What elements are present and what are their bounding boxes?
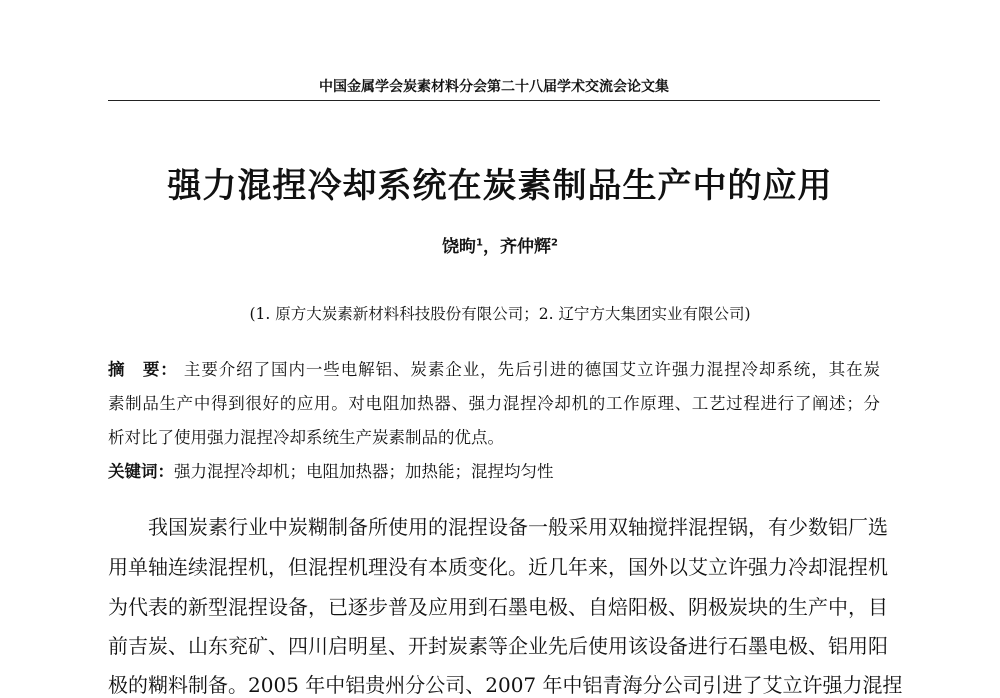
abstract-line: 素制品生产中得到很好的应用。对电阻加热器、强力混捏冷却机的工作原理、工艺过程进行了阐述；分 <box>108 394 880 413</box>
body-line: 我国炭素行业中炭糊制备所使用的混捏设备一般采用双轴搅拌混捏锅，有少数铝厂选 <box>148 515 888 539</box>
author-affil-mark: 2 <box>551 237 558 249</box>
body-line: 极的糊料制备。2005 年中铝贵州分公司、2007 年中铝青海分公司引进了艾立许强力混捏 <box>108 673 903 697</box>
body-line: 前吉炭、山东兖矿、四川启明星、开封炭素等企业先后使用该设备进行石墨电极、铝用阳 <box>108 634 888 658</box>
author-separator: ， <box>483 237 500 257</box>
author-name: 齐仲辉 <box>500 237 551 257</box>
running-header: 中国金属学会炭素材料分会第二十八届学术交流会论文集 <box>319 79 669 95</box>
keywords-label: 关键词： <box>108 462 174 481</box>
author-affil-mark: 1 <box>476 237 483 249</box>
keywords-line <box>108 458 880 482</box>
body-line: 用单轴连续混捏机，但混捏机理没有本质变化。近几年来，国外以艾立许强力冷却混捏机 <box>108 555 888 579</box>
abstract-text: 主要介绍了国内一些电解铝、炭素企业，先后引进的德国艾立许强力混捏冷却系统，其在炭 <box>183 360 881 379</box>
body-line: 为代表的新型混捏设备，已逐步普及应用到石墨电极、自焙阳极、阴极炭块的生产中，目 <box>108 595 888 619</box>
keywords-text: 强力混捏冷却机；电阻加热器；加热能；混捏均匀性 <box>174 462 554 481</box>
author-name: 饶昫 <box>442 237 477 257</box>
header-rule <box>108 100 880 101</box>
affiliation: (1. 原方大炭素新材料科技股份有限公司；2. 辽宁方大集团实业有限公司) <box>249 305 751 323</box>
authors <box>0 232 1000 257</box>
abstract-line <box>108 356 880 380</box>
abstract-line: 析对比了使用强力混捏冷却系统生产炭素制品的优点。 <box>108 428 504 447</box>
abstract-label: 摘 要： <box>108 360 178 379</box>
paper-title: 强力混捏冷却系统在炭素制品生产中的应用 <box>167 166 833 206</box>
